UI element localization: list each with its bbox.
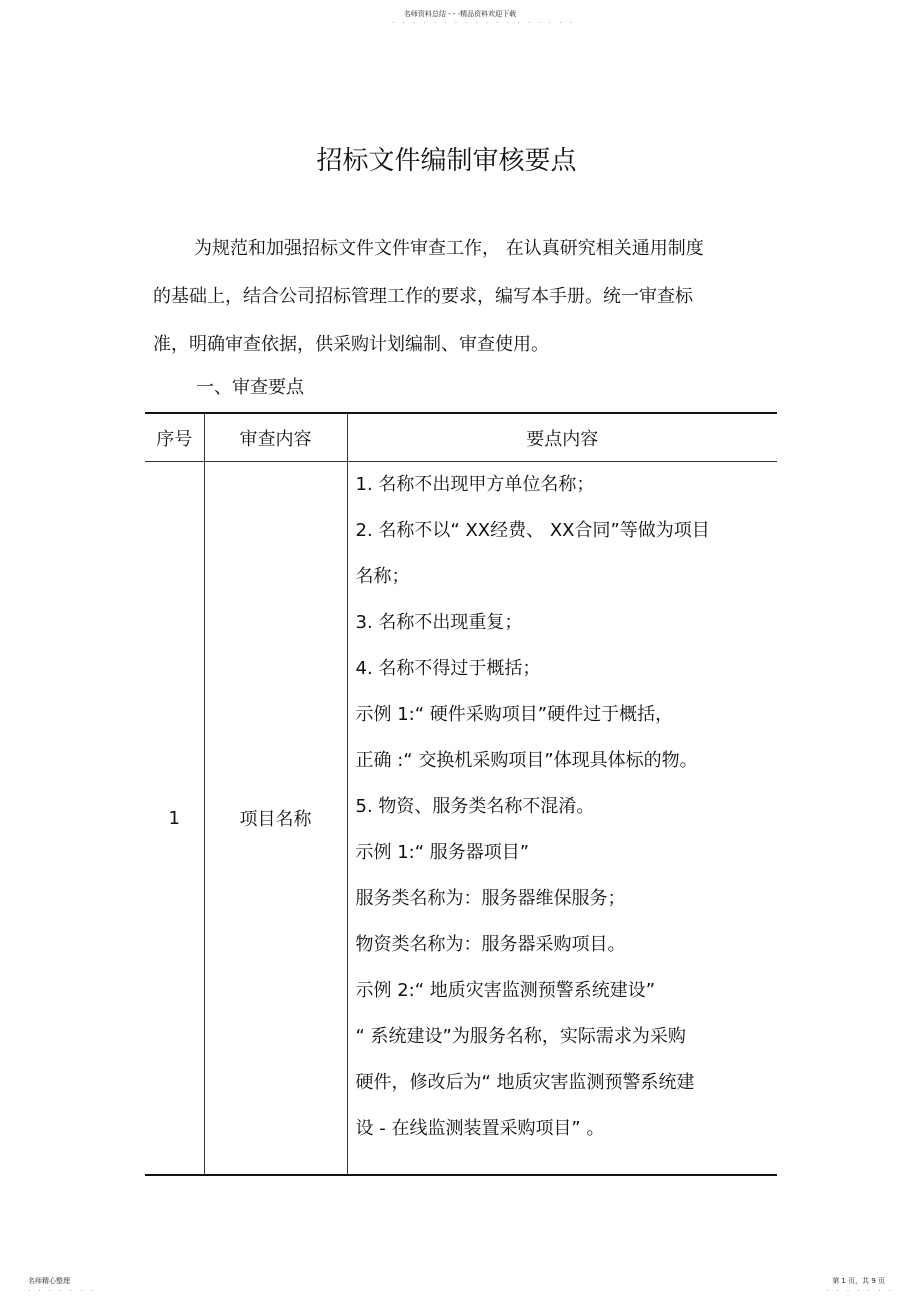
intro-line-1: 为规范和加强招标文件文件审查工作， 在认真研究相关通用制度 [194, 238, 704, 259]
row-number: 1 [145, 462, 204, 1176]
point-line: 硬件，修改后为“ 地质灾害监测预警系统建 [355, 1072, 695, 1093]
footer-left: 名师精心整理 [28, 1277, 70, 1285]
review-points-table [145, 412, 777, 1176]
footer-right-dots: · · · · · · · [826, 1287, 894, 1295]
point-line: 5. 物资、服务类名称不混淆。 [355, 796, 595, 817]
point-line: 1. 名称不出现甲方单位名称； [355, 474, 595, 495]
table-row [145, 462, 777, 1176]
point-line: “ 系统建设”为服务名称，实际需求为采购 [355, 1026, 686, 1047]
header-number: 序号 [145, 413, 204, 462]
section-heading: 一、审查要点 [196, 377, 304, 398]
point-line: 3. 名称不出现重复； [355, 612, 523, 633]
point-line: 示例 1:“ 硬件采购项目”硬件过于概括， [355, 704, 674, 725]
point-line: 名称； [355, 566, 410, 587]
document-title: 招标文件编制审核要点 [316, 146, 577, 176]
row-review-item: 项目名称 [204, 462, 347, 1176]
header-dots: · · · · · · · · · · · · · · · · · · [392, 19, 575, 27]
table-header-row [145, 413, 777, 462]
point-line: 2. 名称不以“ XX经费、 XX合同”等做为项目 [355, 520, 710, 541]
point-line: 正确 :“ 交换机采购项目”体现具体标的物。 [355, 750, 698, 771]
footer-left-dots: · · · · · · · [28, 1287, 96, 1295]
point-line: 服务类名称为：服务器维保服务； [355, 888, 626, 909]
intro-line-3: 准，明确审查依据，供采购计划编制、审查使用。 [153, 334, 549, 355]
point-line: 示例 1:“ 服务器项目” [355, 842, 530, 863]
point-line: 4. 名称不得过于概括； [355, 658, 541, 679]
point-line: 设 - 在线监测装置采购项目” 。 [355, 1118, 605, 1139]
header-key-points: 要点内容 [347, 413, 777, 462]
point-line: 物资类名称为：服务器采购项目。 [355, 934, 626, 955]
page-header: 名师资料总结 - - -精品资料欢迎下载 [403, 10, 517, 18]
page-number: 第 1 页，共 9 页 [832, 1277, 885, 1285]
point-line: 示例 2:“ 地质灾害监测预警系统建设” [355, 980, 656, 1001]
header-review-content: 审查内容 [204, 413, 347, 462]
intro-line-2: 的基础上，结合公司招标管理工作的要求，编写本手册。统一审查标 [153, 286, 693, 307]
row-key-points [347, 462, 777, 1176]
